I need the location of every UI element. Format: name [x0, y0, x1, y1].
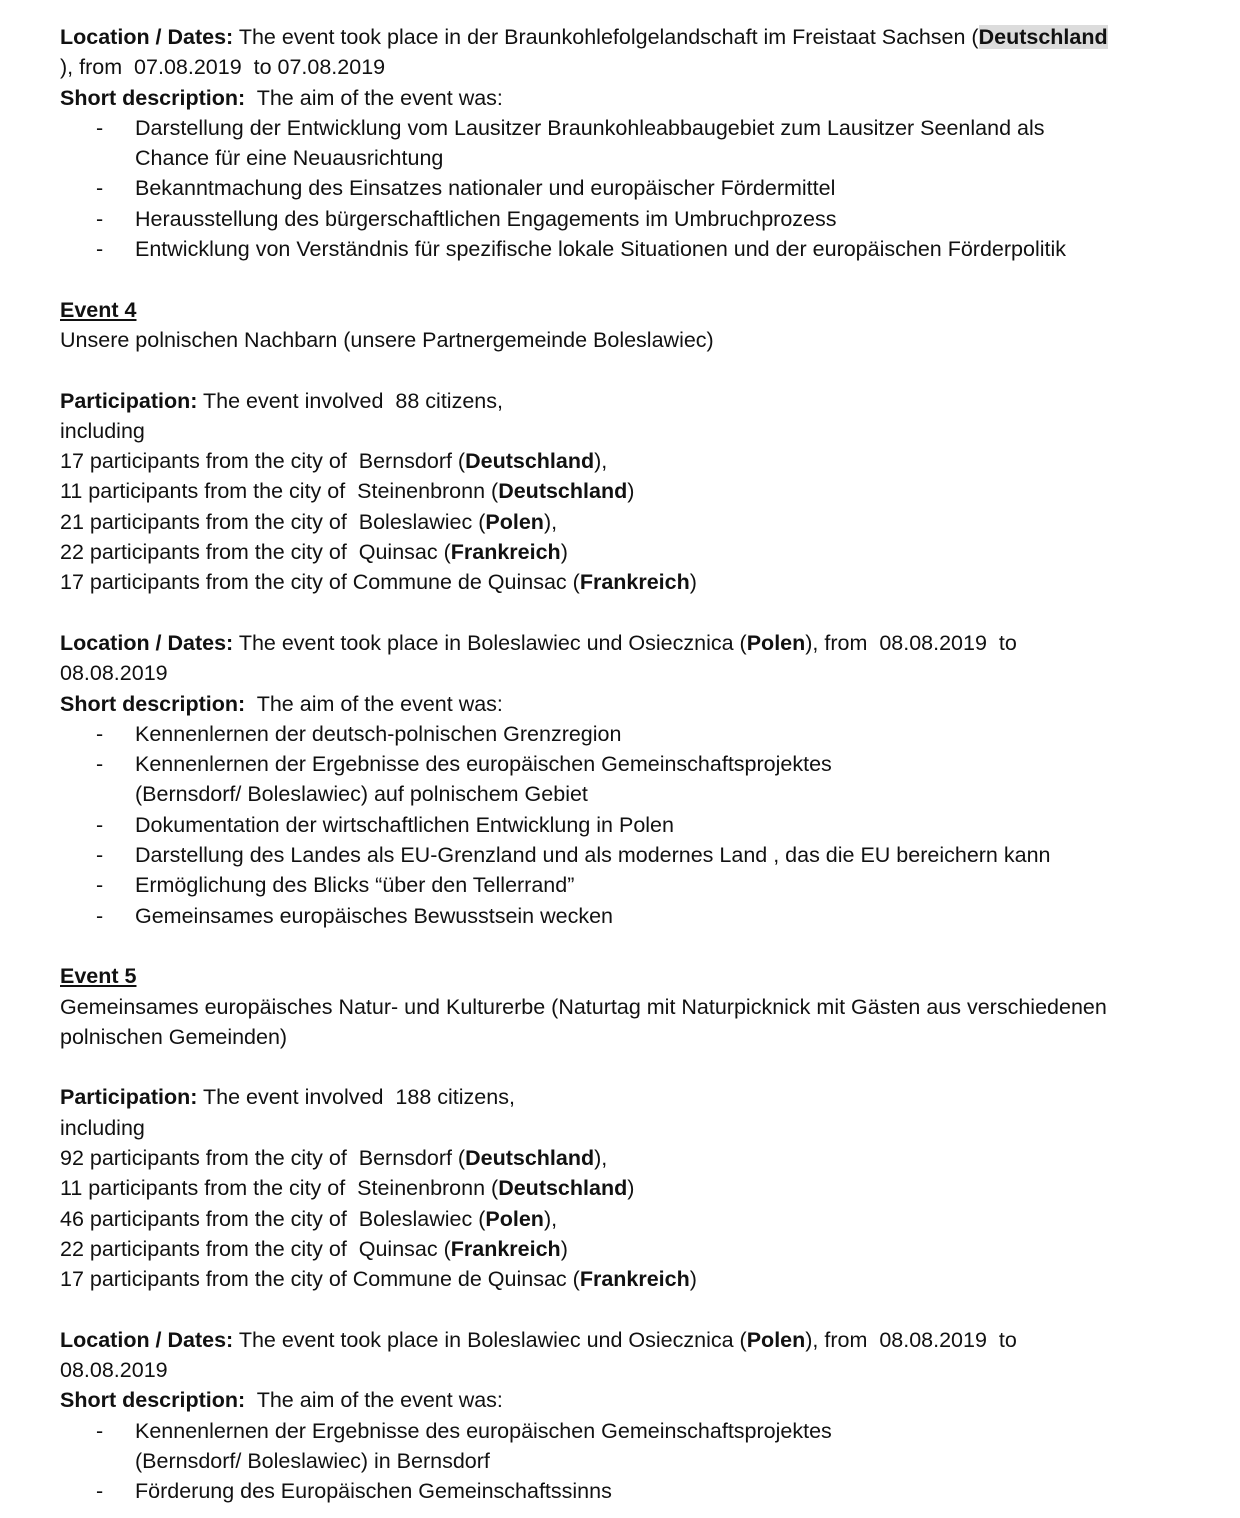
participant-suffix: ) [560, 540, 568, 565]
bullet-item [60, 810, 1180, 840]
bullet-text: (Bernsdorf/ Boleslawiec) in Bernsdorf [135, 1448, 490, 1473]
bullet-text: Entwicklung von Verständnis für spezifische lokale Situationen und der europäischen Förderpolitik [135, 237, 1067, 262]
location-dates: ), from 08.08.2019 to [805, 1327, 1017, 1352]
location-dates-continued: ), from 07.08.2019 to 07.08.2019 [60, 55, 386, 80]
aim-list [60, 113, 1180, 264]
location-dates-line [60, 628, 1180, 658]
bullet-text: Förderung des Europäischen Gemeinschaftssinns [135, 1479, 612, 1504]
bullet-item [60, 870, 1180, 900]
participant-country: Deutschland [465, 449, 595, 474]
location-country: Deutschland [978, 25, 1108, 49]
participant-line [60, 567, 1180, 597]
location-country: Polen [746, 1327, 806, 1352]
dash-marker: - [96, 903, 104, 928]
participant-text: 17 participants from the city of Commune de Quinsac ( [60, 1267, 580, 1292]
bullet-item [60, 113, 1180, 143]
participant-line [60, 1143, 1180, 1173]
location-country: Polen [746, 630, 806, 655]
participant-suffix: ), [594, 1145, 608, 1170]
participation-label: Participation: [60, 1085, 198, 1110]
bullet-text: Chance für eine Neuausrichtung [135, 146, 444, 171]
bullet-text: Gemeinsames europäisches Bewusstsein wecken [135, 903, 614, 928]
bullet-item-continued [60, 1446, 1180, 1476]
participant-line [60, 1173, 1180, 1203]
event-title: Gemeinsames europäisches Natur- und Kulturerbe (Naturtag mit Naturpicknick mit Gästen aus verschiedenen [60, 994, 1107, 1019]
bullet-item [60, 719, 1180, 749]
participant-line [60, 1204, 1180, 1234]
participant-list [60, 446, 1180, 597]
location-text: The event took place in Boleslawiec und Osiecznica ( [238, 1327, 747, 1352]
location-text: The event took place in Boleslawiec und Osiecznica ( [238, 630, 747, 655]
participant-text: 11 participants from the city of Steinenbronn ( [60, 1176, 499, 1201]
location-text: The event took place in der Braunkohlefolgelandschaft im Freistaat Sachsen ( [238, 25, 979, 49]
bullet-item-continued [60, 779, 1180, 809]
participant-country: Deutschland [465, 1145, 595, 1170]
dash-marker: - [96, 843, 104, 868]
bullet-item [60, 204, 1180, 234]
participant-text: 11 participants from the city of Steinenbronn ( [60, 479, 499, 504]
bullet-item [60, 749, 1180, 779]
participant-country: Frankreich [450, 1236, 561, 1261]
participation-line [60, 386, 1180, 416]
dash-marker: - [96, 206, 104, 231]
short-description-line [60, 689, 1180, 719]
location-dates-continued: 08.08.2019 [60, 661, 168, 686]
aim-text: The aim of the event was: [256, 85, 503, 110]
location-dates-label: Location / Dates: [60, 25, 234, 49]
bullet-item [60, 901, 1180, 931]
location-dates-label: Location / Dates: [60, 1327, 234, 1352]
location-dates: ), from 08.08.2019 to [805, 630, 1017, 655]
location-dates-label: Location / Dates: [60, 630, 234, 655]
location-dates-line [60, 1325, 1180, 1355]
participant-text: 22 participants from the city of Quinsac ( [60, 1236, 451, 1261]
participant-line [60, 446, 1180, 476]
short-description-label: Short description: [60, 691, 246, 716]
participant-country: Frankreich [579, 570, 690, 595]
participation-count: The event involved 188 citizens, [202, 1085, 515, 1110]
participation-count: The event involved 88 citizens, [202, 388, 503, 413]
bullet-item [60, 1416, 1180, 1446]
dash-marker: - [96, 752, 104, 777]
participant-list [60, 1143, 1180, 1294]
dash-marker: - [96, 176, 104, 201]
aim-list [60, 1416, 1180, 1507]
participant-suffix: ) [627, 1176, 635, 1201]
dash-marker: - [96, 1418, 104, 1443]
participant-text: 92 participants from the city of Bernsdorf ( [60, 1145, 466, 1170]
participant-line [60, 537, 1180, 567]
bullet-item [60, 1476, 1180, 1506]
participant-text: 46 participants from the city of Boleslawiec ( [60, 1206, 486, 1231]
participant-suffix: ), [543, 1206, 558, 1231]
participant-suffix: ) [560, 1236, 568, 1261]
participant-suffix: ), [594, 449, 608, 474]
event-5-section [60, 961, 1180, 1506]
participant-country: Frankreich [450, 540, 561, 565]
bullet-text: Kennenlernen der Ergebnisse des europäischen Gemeinschaftsprojektes [135, 752, 832, 777]
bullet-item [60, 234, 1180, 264]
bullet-text: Kennenlernen der Ergebnisse des europäischen Gemeinschaftsprojektes [135, 1418, 832, 1443]
aim-list [60, 719, 1180, 931]
event-3-section [60, 22, 1180, 264]
participant-suffix: ) [627, 479, 635, 504]
event-heading: Event 4 [60, 297, 137, 322]
including-text: including [60, 1115, 145, 1140]
bullet-text: Kennenlernen der deutsch-polnischen Grenzregion [135, 721, 622, 746]
event-4-section [60, 295, 1180, 931]
participant-line [60, 476, 1180, 506]
participant-text: 22 participants from the city of Quinsac ( [60, 540, 451, 565]
bullet-text: (Bernsdorf/ Boleslawiec) auf polnischem Gebiet [135, 782, 588, 807]
dash-marker: - [96, 812, 104, 837]
short-description-line [60, 83, 1180, 113]
dash-marker: - [96, 237, 104, 262]
bullet-text: Darstellung der Entwicklung vom Lausitzer Braunkohleabbaugebiet zum Lausitzer Seenland als [135, 115, 1045, 140]
participation-label: Participation: [60, 388, 198, 413]
event-title-continued: polnischen Gemeinden) [60, 1024, 288, 1049]
participant-country: Deutschland [498, 1176, 628, 1201]
participant-text: 21 participants from the city of Boleslawiec ( [60, 509, 486, 534]
participant-line [60, 507, 1180, 537]
participant-suffix: ) [689, 1267, 697, 1292]
location-dates-line [60, 22, 1180, 52]
participant-country: Frankreich [579, 1267, 690, 1292]
participant-line [60, 1264, 1180, 1294]
participant-suffix: ), [543, 509, 558, 534]
dash-marker: - [96, 873, 104, 898]
dash-marker: - [96, 721, 104, 746]
aim-text: The aim of the event was: [256, 691, 503, 716]
participant-country: Deutschland [498, 479, 628, 504]
event-heading: Event 5 [60, 964, 137, 989]
location-dates-continued: 08.08.2019 [60, 1358, 168, 1383]
bullet-text: Dokumentation der wirtschaftlichen Entwicklung in Polen [135, 812, 674, 837]
participant-line [60, 1234, 1180, 1264]
short-description-line [60, 1385, 1180, 1415]
event-title: Unsere polnischen Nachbarn (unsere Partnergemeinde Boleslawiec) [60, 327, 714, 352]
bullet-item [60, 840, 1180, 870]
dash-marker: - [96, 1479, 104, 1504]
aim-text: The aim of the event was: [256, 1388, 503, 1413]
participant-country: Polen [485, 509, 544, 534]
participant-country: Polen [485, 1206, 544, 1231]
bullet-item-continued [60, 143, 1180, 173]
bullet-text: Bekanntmachung des Einsatzes nationaler und europäischer Fördermittel [135, 176, 836, 201]
including-text: including [60, 418, 145, 443]
participation-line [60, 1082, 1180, 1112]
dash-marker: - [96, 115, 104, 140]
participant-suffix: ) [689, 570, 697, 595]
bullet-text: Darstellung des Landes als EU-Grenzland und als modernes Land , das die EU bereichern kann [135, 843, 1051, 868]
bullet-text: Ermöglichung des Blicks “über den Tellerrand” [135, 873, 575, 898]
short-description-label: Short description: [60, 1388, 246, 1413]
participant-text: 17 participants from the city of Commune de Quinsac ( [60, 570, 580, 595]
bullet-item [60, 173, 1180, 203]
participant-text: 17 participants from the city of Bernsdorf ( [60, 449, 466, 474]
short-description-label: Short description: [60, 85, 246, 110]
bullet-text: Herausstellung des bürgerschaftlichen Engagements im Umbruchprozess [135, 206, 837, 231]
